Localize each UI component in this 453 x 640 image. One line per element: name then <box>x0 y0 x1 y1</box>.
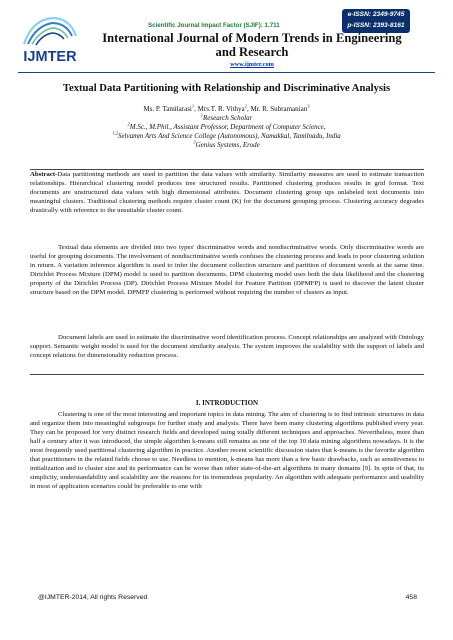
journal-url-link[interactable]: www.ijmter.com <box>230 61 274 68</box>
affil-text: Research Scholar <box>202 114 253 122</box>
author-name: Mr. R. Subramanian <box>250 105 308 113</box>
affil-text: Genius Systems, Erode <box>195 141 260 149</box>
author-sep: , <box>194 105 198 113</box>
affil-sup: 2 <box>127 121 130 127</box>
author-name: Mrs.T. R. Vithya <box>197 105 245 113</box>
section-heading-introduction: I. INTRODUCTION <box>195 399 259 407</box>
header-divider <box>18 72 435 73</box>
pissn: p-ISSN: 2393-8161 <box>347 22 405 29</box>
logo-text: IJMTER <box>23 49 77 64</box>
journal-logo <box>18 14 82 64</box>
abstract-paragraph-2: Textual data elements are divided into two types' discriminative words and nondiscriminative words. Only discriminative words are useful for grouping documents. The involvement of nondiscriminative words confuses the clustering process and leads to poor clustering solution in return. A variation inference algorithm is used to infer the document collection structure and partition of document words at the same time. Dirichlet Process Mixture (DPM) model is used to partition documents. DPM clustering model uses both the data likelihood and the clustering property of the Dirichlet Process (DP). Dirichlet Process Mixture Model for Feature Partition (DPMFP) is used to discover the latent cluster structure based on the DPM model. DPMFP clustering is performed without requiring the number of clusters as input. <box>30 244 424 296</box>
footer-page-number: 458 <box>405 594 417 601</box>
abstract-top-rule <box>30 169 424 170</box>
journal-title <box>92 31 412 59</box>
author-sup: 2 <box>244 103 247 109</box>
affiliation-1 <box>18 114 435 123</box>
abstract-paragraph-3: Document labels are used to estimate the discriminative word identification process. Concept relationships are analyzed with Ontology support. Semantic weight model is used for the document similarity analysis. The system improves the scalability with the support of labels and concept relations for dimensionality reduction process. <box>30 334 424 359</box>
journal-title-line1: International Journal of Modern Trends in Engineering <box>102 31 402 45</box>
affil-sup: 3 <box>193 139 196 145</box>
affil-sup: 1,2 <box>112 130 118 136</box>
issn-badge <box>342 9 410 33</box>
author-sup: 1 <box>191 103 195 109</box>
author-sup: 3 <box>307 103 310 109</box>
footer-copyright: @IJMTER-2014, All rights Reserved <box>38 594 148 601</box>
abstract-paragraph-1 <box>30 171 424 216</box>
affil-text: Selvamm Arts And Science College (Autonomous), Namakkal, Tamilnadu, India <box>117 132 341 140</box>
affil-sup: 1 <box>200 112 203 118</box>
logo-emblem-icon <box>18 14 82 64</box>
impact-factor: Scientific Journal Impact Factor (SJIF): 1.711 <box>148 22 280 29</box>
affiliation-2 <box>18 123 435 132</box>
paper-title: Textual Data Partitioning with Relationship and Discriminative Analysis <box>62 83 391 94</box>
affiliation-4 <box>18 141 435 150</box>
abstract-text: Data partitioning methods are used to partition the data values with similarity. Similarity measures are used to estimate transaction relationships. Hierarchical clustering model produces tree structured results. Partitioned clustering produces results in grid format. Text documents are unstructured data values with high dimensional attributes. Document clustering group ups unlabeled text documents into meaningful clusters. Traditional clustering methods require cluster count (K) for the document grouping process. Clustering accuracy degrades drastically with reference to the unsuitable cluster count. <box>30 171 424 214</box>
author-list <box>18 105 435 114</box>
author-name: Ms. P. Tamilarasi <box>143 105 192 113</box>
introduction-paragraph-1: Clustering is one of the most interesting and important topics in data mining. The aim of clustering is to find intrinsic structures in data and organize them into meaningful subgroups for further study and analysis. There have been many clustering algorithms published every year. They can be proposed for very distinct research fields and developed using totally different techniques and approaches. Nevertheless, more than half a century after it was introduced, the simple algorithm k-means still remains as one of the top 10 data mining algorithms nowadays. It is the most frequently used partitional clustering algorithm in practice. Another recent scientific discussion states that k-means is the favorite algorithm that practitioners in the related fields choose to use. Needless to mention, k-means has more than a few basic drawbacks, such as sensitiveness to initialization and to cluster size and its performance can be worse than other state-of-the-art algorithms in many domains [9]. In spite of that, its simplicity, understandability and scalability are the reasons for its tremendous popularity. An algorithm with adequate performance and usability in most of application scenarios could be preferable to one with <box>30 411 424 490</box>
affiliation-3 <box>18 132 435 141</box>
abstract-bottom-rule <box>30 374 424 375</box>
eissn: e-ISSN: 2349-9745 <box>347 11 405 18</box>
affil-text: M.Sc., M.Phil., Assistant Professor, Department of Computer Science, <box>129 123 326 131</box>
abstract-label: Abstract- <box>30 171 58 178</box>
journal-title-line2: and Research <box>215 45 289 59</box>
author-sep: , <box>246 105 251 113</box>
